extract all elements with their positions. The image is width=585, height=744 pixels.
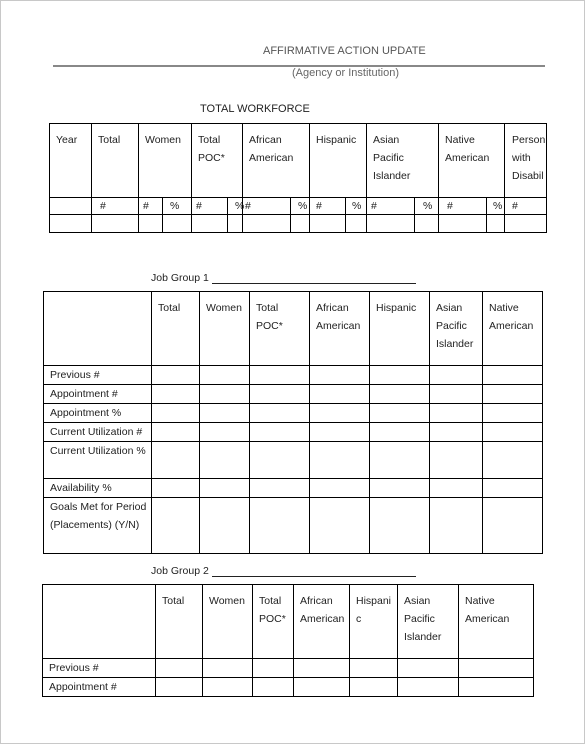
data-cell[interactable]	[483, 366, 543, 385]
data-cell[interactable]	[250, 385, 310, 404]
data-cell[interactable]	[430, 498, 483, 554]
data-cell[interactable]	[398, 678, 459, 697]
col-women: Women	[203, 585, 253, 659]
data-cell[interactable]	[152, 479, 200, 498]
data-cell[interactable]	[415, 215, 439, 233]
subheader-cell: #	[367, 198, 415, 215]
corner-cell	[44, 292, 152, 366]
row-label-appointment-percent: Appointment %	[44, 404, 152, 423]
data-cell[interactable]	[200, 366, 250, 385]
subheader-cell	[50, 198, 92, 215]
row-label-appointment-number: Appointment #	[43, 678, 156, 697]
subheader-cell: %	[346, 198, 367, 215]
subheader-cell: %	[228, 198, 243, 215]
data-cell[interactable]	[459, 678, 534, 697]
col-african-american: African American	[310, 292, 370, 366]
data-cell[interactable]	[430, 479, 483, 498]
col-african-american: African American	[243, 124, 310, 198]
subheader-cell: %	[291, 198, 310, 215]
data-cell[interactable]	[430, 366, 483, 385]
agency-subtitle: (Agency or Institution)	[292, 67, 399, 79]
subheader-cell: #	[243, 198, 291, 215]
data-cell[interactable]	[310, 479, 370, 498]
data-cell[interactable]	[370, 423, 430, 442]
job-group-1-label	[151, 272, 416, 284]
data-cell[interactable]	[250, 366, 310, 385]
total-workforce-table	[49, 123, 547, 233]
col-asian-pacific-islander: Asian Pacific Islander	[398, 585, 459, 659]
subheader-cell: #	[310, 198, 346, 215]
job-group-1-blank[interactable]	[212, 273, 416, 284]
corner-cell	[43, 585, 156, 659]
data-cell[interactable]	[459, 659, 534, 678]
data-cell[interactable]	[92, 215, 139, 233]
data-cell[interactable]	[250, 423, 310, 442]
data-cell[interactable]	[310, 366, 370, 385]
row-label-previous: Previous #	[44, 366, 152, 385]
data-cell[interactable]	[291, 215, 310, 233]
col-year: Year	[50, 124, 92, 198]
data-cell[interactable]	[294, 678, 350, 697]
row-label-previous: Previous #	[43, 659, 156, 678]
data-cell[interactable]	[152, 366, 200, 385]
data-cell[interactable]	[200, 385, 250, 404]
data-cell[interactable]	[203, 678, 253, 697]
data-cell[interactable]	[310, 404, 370, 423]
data-cell[interactable]	[483, 479, 543, 498]
data-cell[interactable]	[310, 215, 346, 233]
data-cell[interactable]	[398, 659, 459, 678]
total-workforce-heading: TOTAL WORKFORCE	[200, 103, 310, 115]
data-cell[interactable]	[200, 498, 250, 554]
col-total: Total	[92, 124, 139, 198]
job-group-2-label	[151, 565, 416, 577]
data-cell[interactable]	[294, 659, 350, 678]
col-person-with-disability: Person with Disabil	[505, 124, 547, 198]
data-cell[interactable]	[370, 442, 430, 479]
data-cell[interactable]	[253, 659, 294, 678]
col-native-american: Native American	[483, 292, 543, 366]
document-title: AFFIRMATIVE ACTION UPDATE	[263, 45, 426, 57]
data-cell[interactable]	[370, 385, 430, 404]
subheader-cell: #	[505, 198, 547, 215]
data-cell[interactable]	[156, 659, 203, 678]
data-cell[interactable]	[200, 479, 250, 498]
data-cell[interactable]	[200, 404, 250, 423]
data-cell[interactable]	[228, 215, 243, 233]
job-group-2-label-text: Job Group 2	[151, 565, 209, 577]
col-hispanic: Hispanic	[350, 585, 398, 659]
job-group-2-table	[42, 584, 534, 697]
data-cell[interactable]	[310, 385, 370, 404]
col-asian-pacific-islander: Asian Pacific Islander	[430, 292, 483, 366]
data-cell[interactable]	[203, 659, 253, 678]
subheader-cell: %	[487, 198, 505, 215]
data-cell[interactable]	[152, 498, 200, 554]
row-label-appointment-number: Appointment #	[44, 385, 152, 404]
data-cell[interactable]	[310, 442, 370, 479]
col-hispanic: Hispanic	[370, 292, 430, 366]
col-women: Women	[139, 124, 192, 198]
data-cell[interactable]	[487, 215, 505, 233]
data-cell[interactable]	[163, 215, 192, 233]
subheader-cell: #	[139, 198, 163, 215]
data-cell[interactable]	[367, 215, 415, 233]
data-cell[interactable]	[483, 385, 543, 404]
row-label-availability-percent: Availability %	[44, 479, 152, 498]
job-group-2-blank[interactable]	[212, 566, 416, 577]
data-cell[interactable]	[152, 385, 200, 404]
data-cell[interactable]	[483, 404, 543, 423]
data-cell[interactable]	[430, 423, 483, 442]
data-cell[interactable]	[152, 442, 200, 479]
col-total: Total	[152, 292, 200, 366]
data-cell[interactable]	[439, 215, 487, 233]
data-cell[interactable]	[192, 215, 228, 233]
subheader-cell: #	[439, 198, 487, 215]
data-cell[interactable]	[200, 423, 250, 442]
data-cell[interactable]	[346, 215, 367, 233]
subheader-cell: #	[192, 198, 228, 215]
data-cell[interactable]	[483, 442, 543, 479]
col-african-american: African American	[294, 585, 350, 659]
data-cell[interactable]	[250, 479, 310, 498]
col-total: Total	[156, 585, 203, 659]
data-cell[interactable]	[250, 404, 310, 423]
data-cell[interactable]	[370, 479, 430, 498]
data-cell[interactable]	[430, 442, 483, 479]
data-cell[interactable]	[310, 423, 370, 442]
row-label-current-utilization-percent: Current Utilization %	[44, 442, 152, 479]
data-cell[interactable]	[250, 498, 310, 554]
data-cell[interactable]	[200, 442, 250, 479]
col-asian-pacific-islander: Asian Pacific Islander	[367, 124, 439, 198]
data-cell[interactable]	[250, 442, 310, 479]
data-cell[interactable]	[370, 498, 430, 554]
job-group-1-table	[43, 291, 543, 554]
job-group-1-label-text: Job Group 1	[151, 272, 209, 284]
col-total-poc: Total POC*	[250, 292, 310, 366]
data-cell[interactable]	[310, 498, 370, 554]
col-total-poc: Total POC*	[253, 585, 294, 659]
col-native-american: Native American	[439, 124, 505, 198]
col-women: Women	[200, 292, 250, 366]
data-cell[interactable]	[370, 366, 430, 385]
row-label-current-utilization-number: Current Utilization #	[44, 423, 152, 442]
data-cell[interactable]	[350, 678, 398, 697]
row-label-goals-met: Goals Met for Period (Placements) (Y/N)	[44, 498, 152, 554]
data-cell[interactable]	[483, 498, 543, 554]
data-cell[interactable]	[483, 423, 543, 442]
col-total-poc: Total POC*	[192, 124, 243, 198]
data-cell[interactable]	[430, 404, 483, 423]
data-cell[interactable]	[152, 423, 200, 442]
data-cell[interactable]	[370, 404, 430, 423]
data-cell[interactable]	[505, 215, 547, 233]
subheader-cell: %	[415, 198, 439, 215]
data-cell[interactable]	[50, 215, 92, 233]
data-cell[interactable]	[156, 678, 203, 697]
data-cell[interactable]	[430, 385, 483, 404]
subheader-cell: %	[163, 198, 192, 215]
data-cell[interactable]	[139, 215, 163, 233]
data-cell[interactable]	[253, 678, 294, 697]
col-hispanic: Hispanic	[310, 124, 367, 198]
col-native-american: Native American	[459, 585, 534, 659]
data-cell[interactable]	[243, 215, 291, 233]
data-cell[interactable]	[350, 659, 398, 678]
subheader-cell: #	[92, 198, 139, 215]
data-cell[interactable]	[152, 404, 200, 423]
